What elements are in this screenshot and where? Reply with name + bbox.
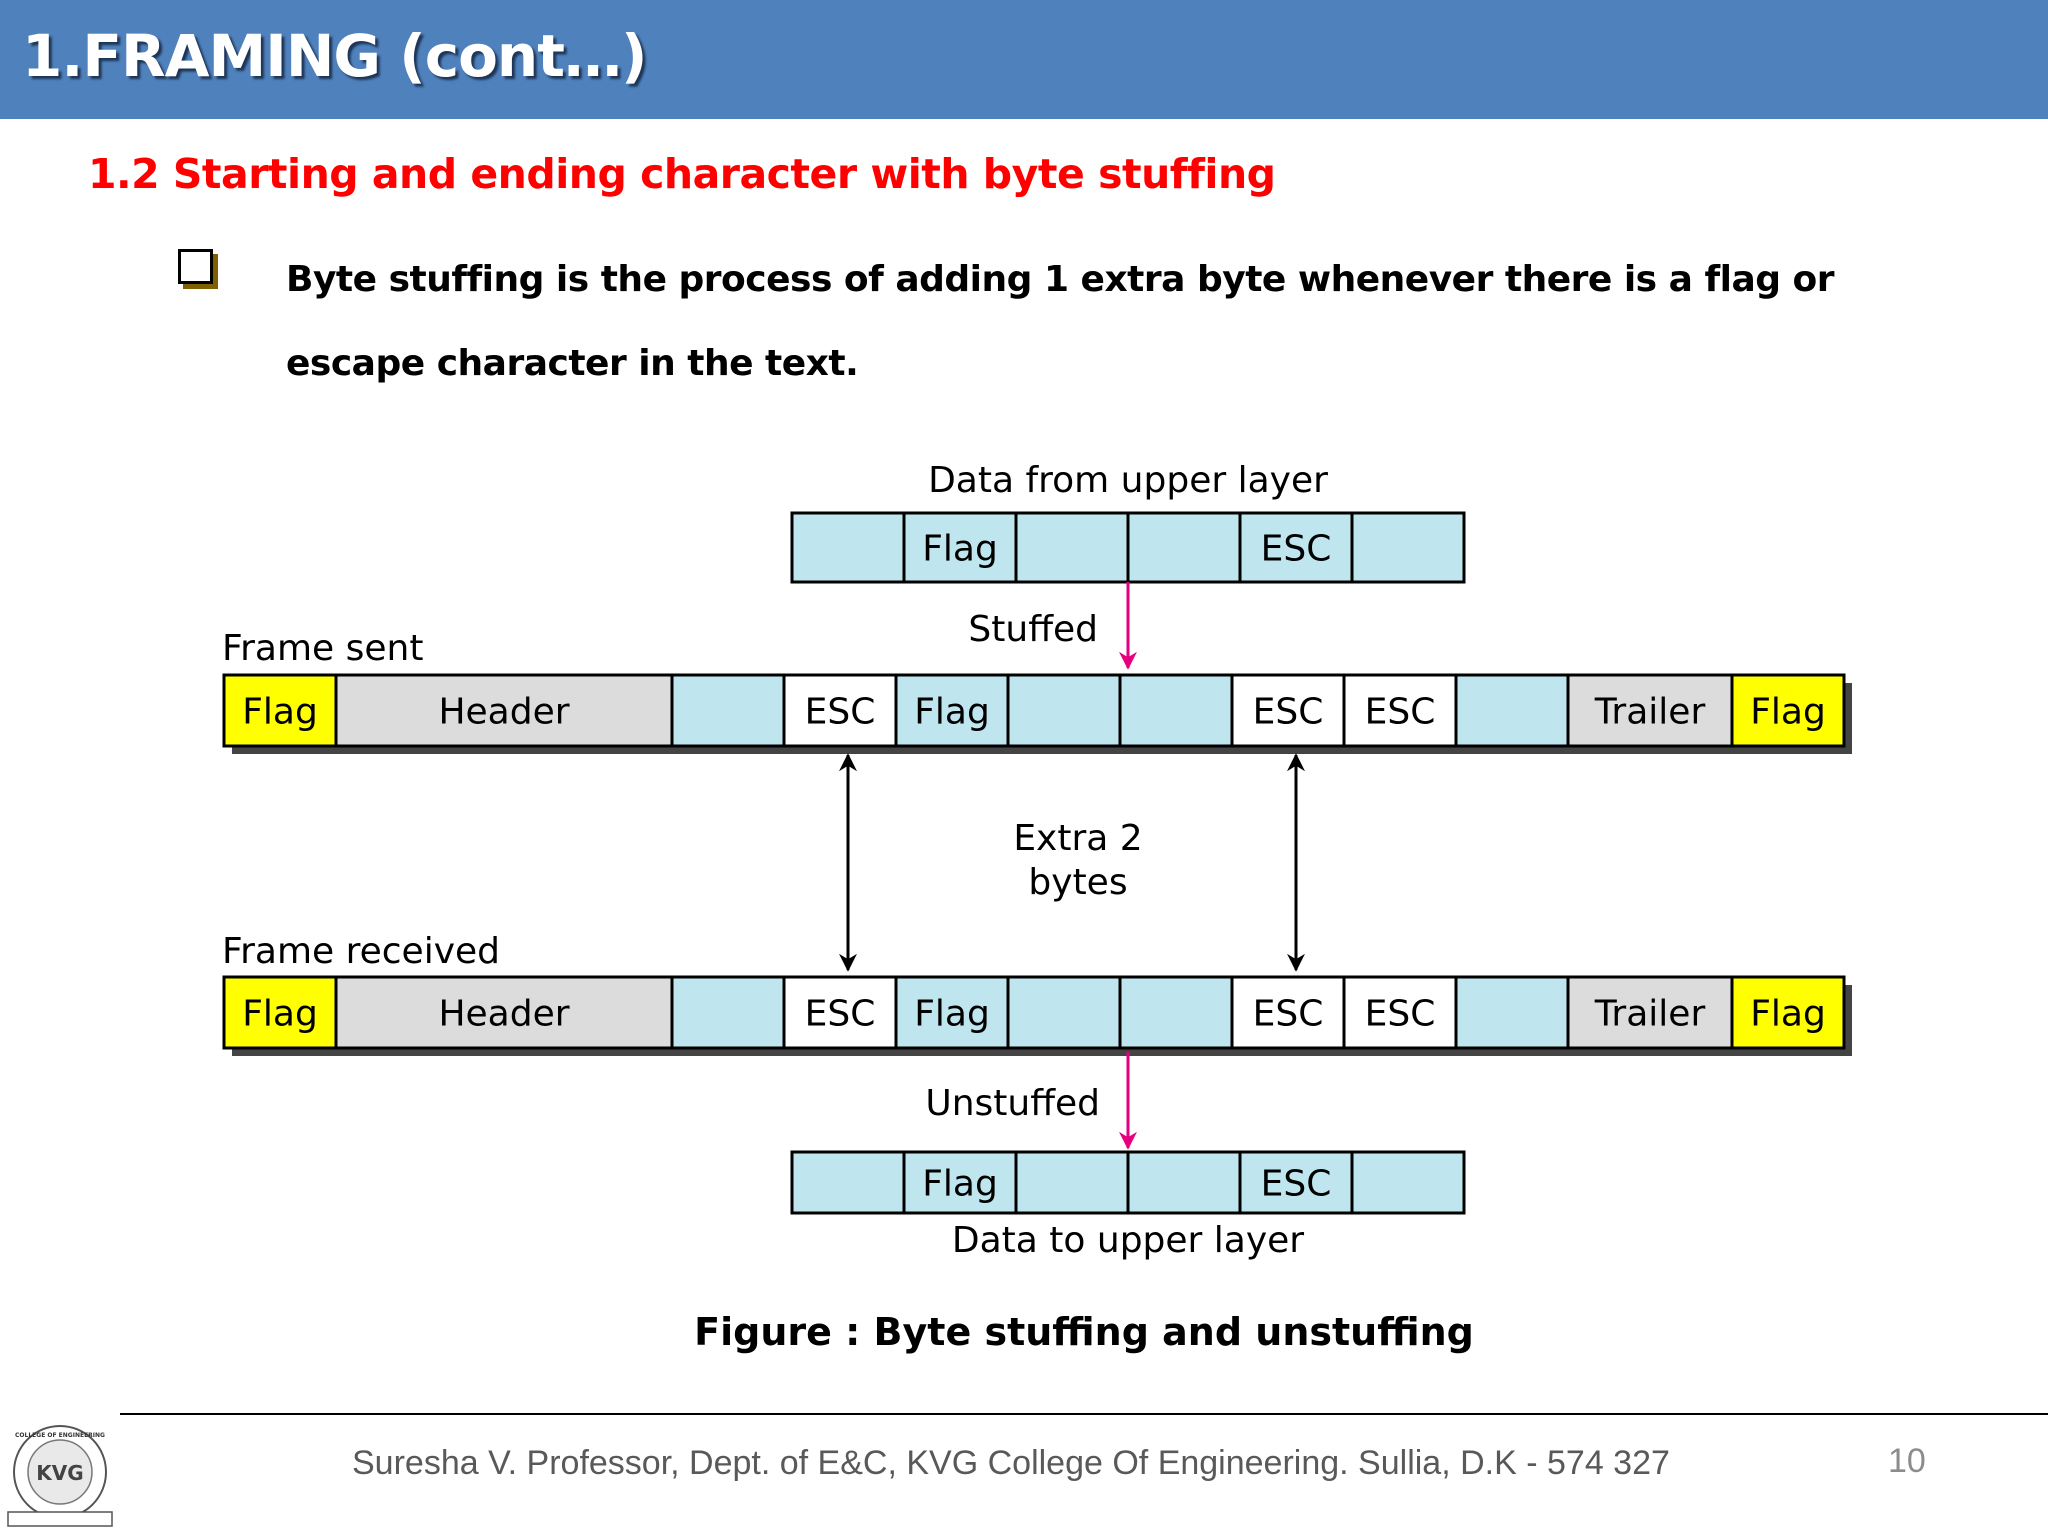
section-subtitle: 1.2 Starting and ending character with byte stuffing [88,150,1276,198]
frame-received-cell [1120,977,1232,1048]
frame-sent-cell-label: Trailer [1594,691,1706,733]
lower-data-cell [1016,1152,1128,1213]
frame-sent-cell [672,675,784,746]
extra-bytes-label-line1: Extra 2 [1013,818,1143,859]
college-logo-icon [0,1420,120,1532]
frame-sent-cell [1456,675,1568,746]
data-from-upper-layer-label: Data from upper layer [928,460,1328,501]
lower-data-cell [1128,1152,1240,1213]
lower-data-cell [792,1152,904,1213]
upper-data-cell [1352,513,1464,582]
frame-sent-cell-label: ESC [1364,691,1436,733]
data-to-upper-layer-label: Data to upper layer [951,1220,1305,1261]
unstuffed-label: Unstuffed [925,1083,1100,1124]
footer-divider [120,1413,2048,1415]
upper-data-cell [792,513,904,582]
frame-sent-label: Frame sent [222,628,424,669]
footer-text: Suresha V. Professor, Dept. of E&C, KVG College Of Engineering. Sullia, D.K - 574 327 [352,1444,1670,1482]
frame-received-cell-label: Trailer [1594,993,1706,1035]
logo-text: KVG [36,1461,84,1485]
frame-sent-cell-label: Flag [242,691,318,733]
figure-caption: Figure : Byte stuffing and unstuffing [694,1310,1474,1354]
frame-received-cell-label: ESC [804,993,876,1035]
logo-ring-text: COLLEGE OF ENGINEERING [15,1432,105,1439]
frame-received-cell-label: Flag [1750,993,1826,1035]
lower-data-cell-label: Flag [922,1163,998,1205]
frame-received-cell-label: Flag [914,993,990,1035]
page-number: 10 [1888,1442,1926,1480]
frame-sent-cell [1008,675,1120,746]
upper-data-cell-label: ESC [1260,528,1332,570]
frame-sent-cell-label: Header [438,691,570,733]
upper-data-cell-label: Flag [922,528,998,570]
frame-sent-cell-label: ESC [1252,691,1324,733]
frame-received-cell [1456,977,1568,1048]
frame-received-cell-label: Flag [242,993,318,1035]
lower-data-cell [1352,1152,1464,1213]
frame-received-row [224,977,1852,1056]
frame-sent-row [224,675,1852,754]
upper-data-row [792,513,1464,582]
frame-received-cell [672,977,784,1048]
lower-data-cell-label: ESC [1260,1163,1332,1205]
frame-received-cell-label: Header [438,993,570,1035]
frame-sent-cell-label: Flag [914,691,990,733]
slide-title: 1.FRAMING (cont…) [22,22,647,90]
stuffed-label: Stuffed [968,609,1098,650]
lower-data-row [792,1152,1464,1213]
frame-received-cell-label: ESC [1252,993,1324,1035]
frame-sent-cell-label: ESC [804,691,876,733]
bullet-text: Byte stuffing is the process of adding 1 extra byte whenever there is a flag or escape character in the text. [286,259,1835,384]
upper-data-cell [1016,513,1128,582]
upper-data-cell [1128,513,1240,582]
frame-sent-cell-label: Flag [1750,691,1826,733]
frame-received-cell-label: ESC [1364,993,1436,1035]
extra-bytes-label-line2: bytes [1028,862,1128,903]
frame-received-cell [1008,977,1120,1048]
frame-sent-cell [1120,675,1232,746]
frame-received-label: Frame received [222,931,501,972]
